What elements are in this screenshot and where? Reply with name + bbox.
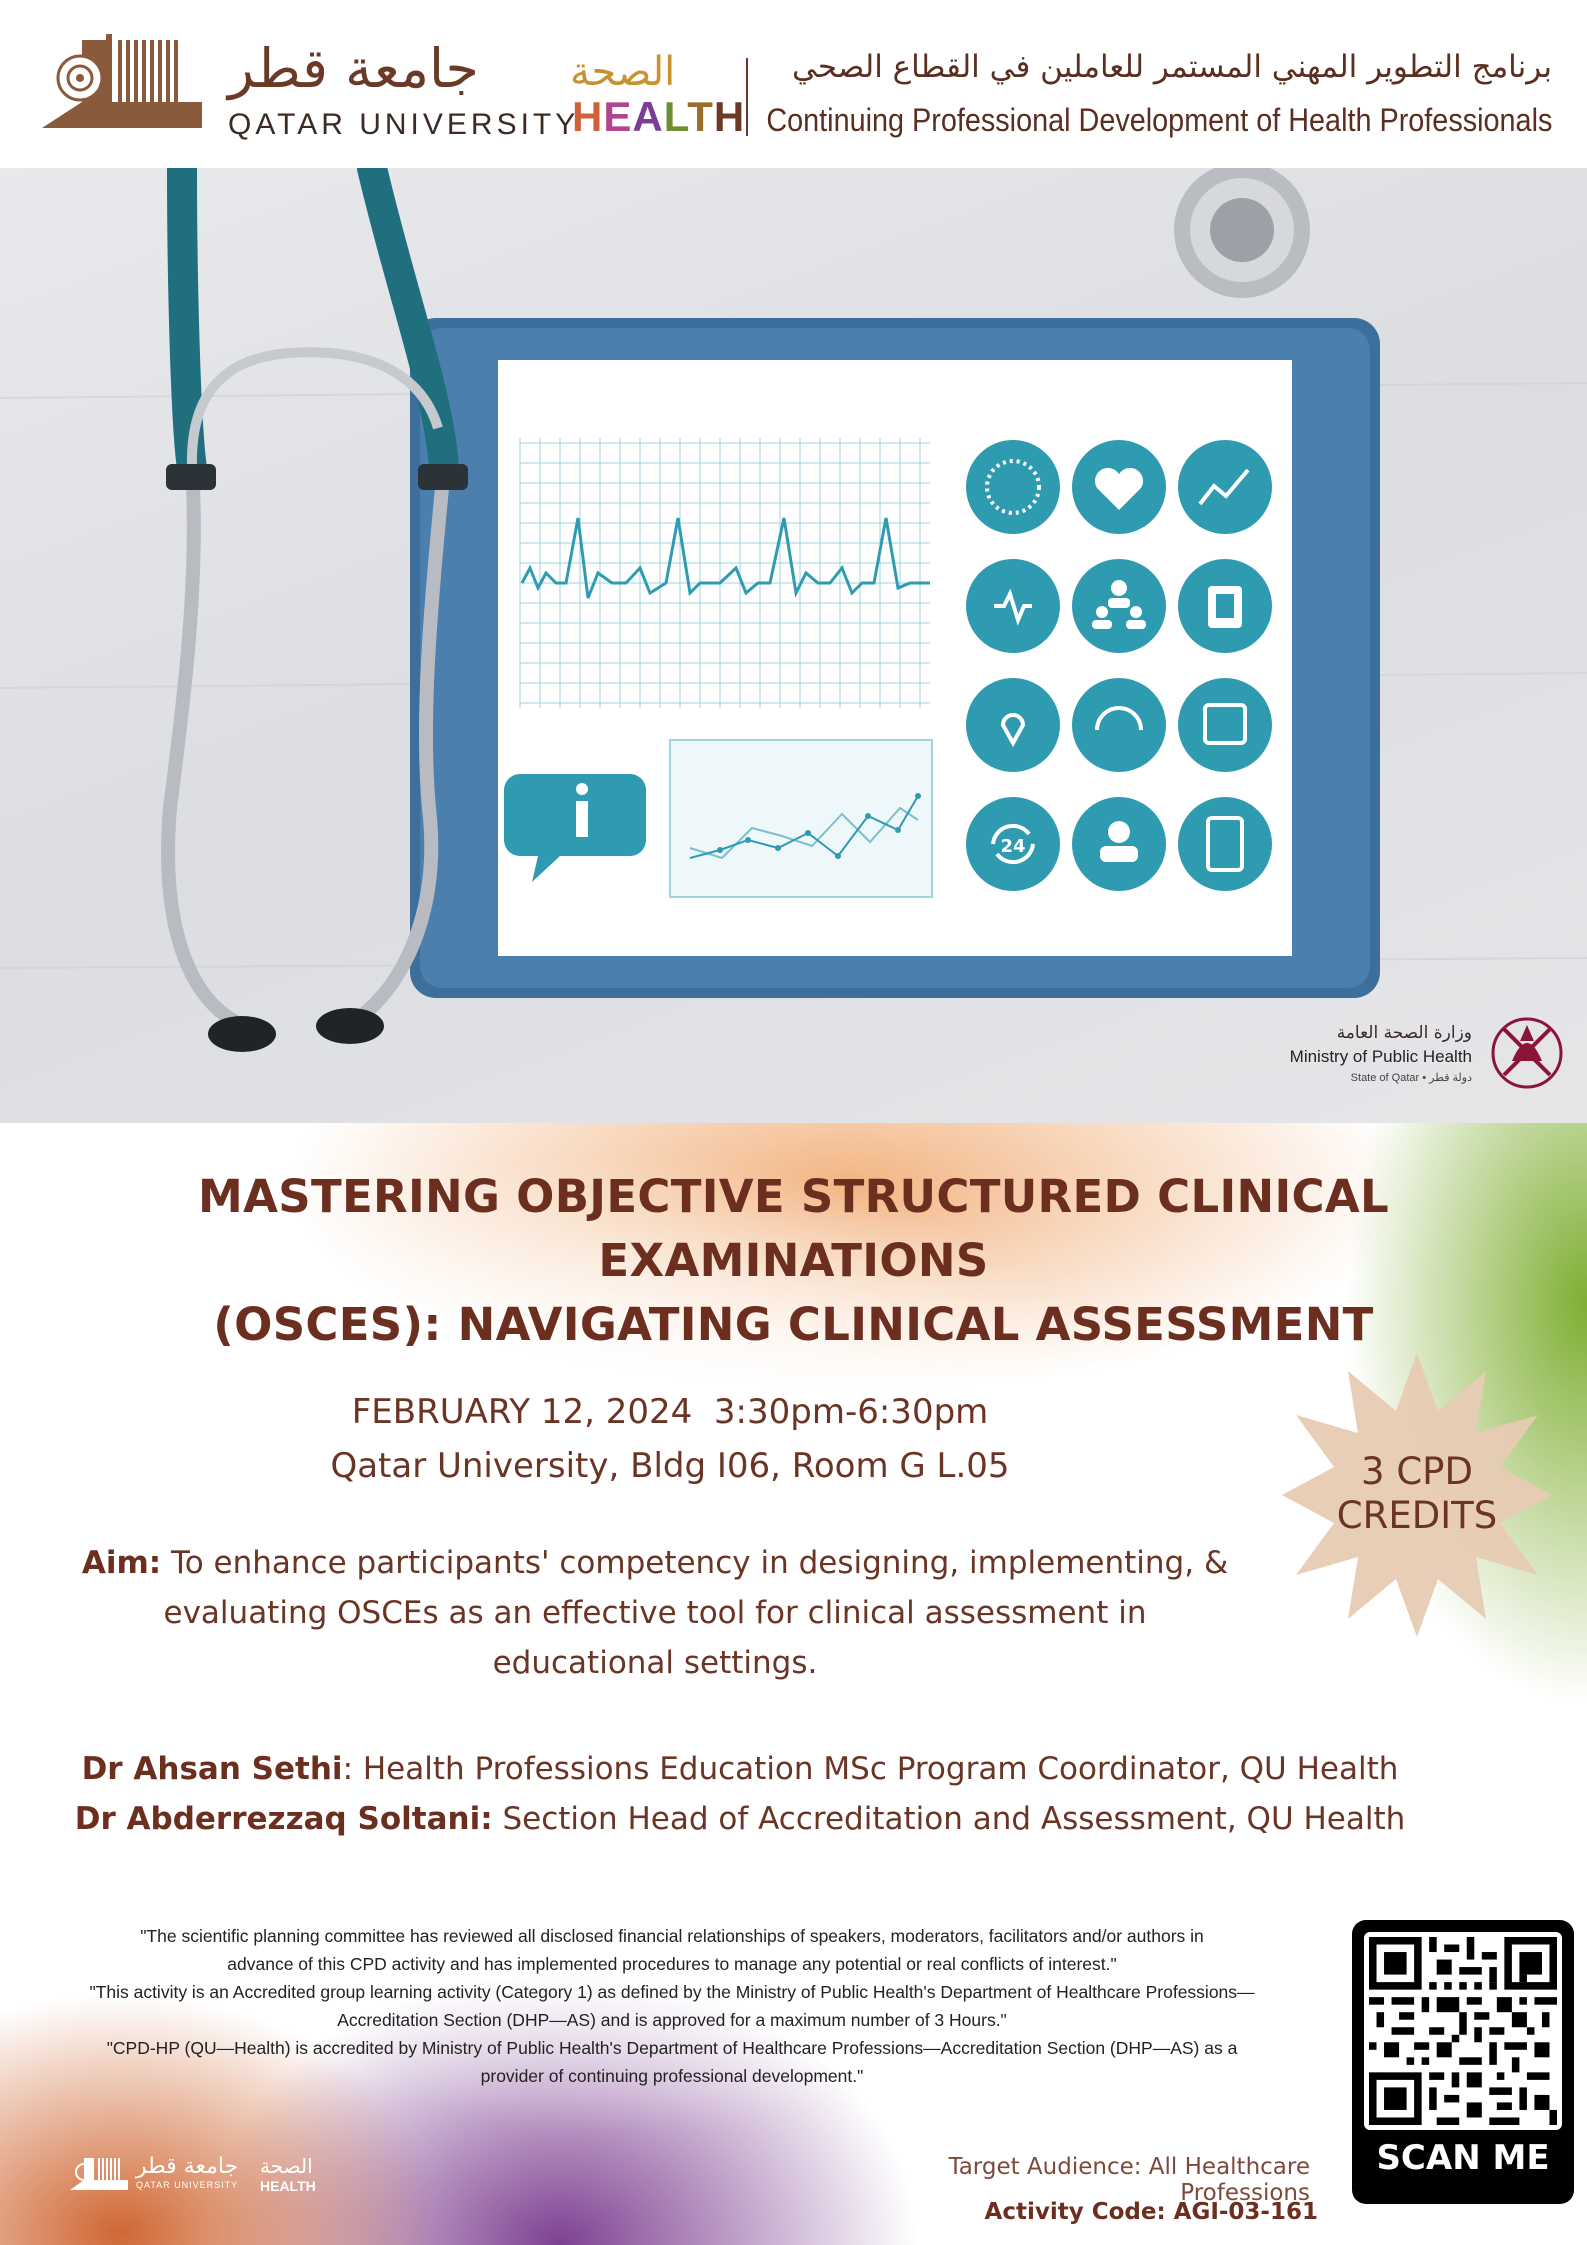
footer-logos: [70, 2154, 330, 2194]
aim-label: Aim:: [81, 1545, 162, 1581]
health-english-name: HEALTH: [572, 93, 746, 140]
qatar-university-logo: [42, 32, 202, 136]
stethoscope-tablet-illustration: [0, 168, 1587, 1123]
qatar-university-footer-logo: [70, 2154, 128, 2192]
qatar-university-english-name: QATAR UNIVERSITY: [228, 108, 580, 141]
speaker-row: [60, 1744, 1420, 1794]
qr-code-panel[interactable]: [1352, 1920, 1574, 2204]
speaker-role: Section Head of Accreditation and Assessment, QU Health: [492, 1801, 1406, 1837]
speaker-role: : Health Professions Education MSc Program Coordinator, QU Health: [342, 1751, 1399, 1787]
header: [0, 0, 1587, 168]
speakers-list: [60, 1744, 1420, 1844]
qatar-emblem-icon: [1484, 1005, 1570, 1101]
target-audience: Target Audience: All Healthcare Professions: [948, 2154, 1310, 2206]
footer-qu-english: QATAR UNIVERSITY: [136, 2180, 239, 2190]
scan-me-label: SCAN ME: [1376, 2138, 1550, 2178]
header-divider: [746, 58, 748, 136]
cpd-credits-badge: [1282, 1450, 1552, 1538]
event-date-time: FEBRUARY 12, 2024 3:30pm-6:30pm: [351, 1392, 989, 1432]
credits-line-1: 3 CPD: [1361, 1450, 1473, 1493]
ministry-state-line: State of Qatar • دولة قطر: [1350, 1072, 1472, 1084]
ministry-english-name: Ministry of Public Health: [1289, 1047, 1472, 1066]
qr-code-icon[interactable]: [1369, 1937, 1557, 2125]
event-title: [0, 1165, 1587, 1357]
disclaimer-line: "CPD-HP (QU—Health) is accredited by Ministry of Public Health's Department of Healthcare Professions—Accreditation Section (DHP—AS) as a: [106, 2038, 1238, 2058]
footer-qu-arabic: جامعة قطر: [136, 2154, 239, 2179]
hero-image: [0, 168, 1587, 1123]
footer-health-arabic: الصحة: [260, 2154, 313, 2178]
speaker-row: [60, 1794, 1420, 1844]
disclaimer-line: advance of this CPD activity and has implemented procedures to manage any potential or real conflicts of interest.": [227, 1954, 1117, 1974]
ministry-arabic-name: وزارة الصحة العامة: [1336, 1023, 1472, 1043]
cpd-program-english-title: Continuing Professional Development of Health Professionals: [765, 102, 1552, 138]
accreditation-disclaimer: [22, 1922, 1322, 2090]
disclaimer-line: Accreditation Section (DHP—AS) and is approved for a maximum number of 3 Hours.": [337, 2010, 1007, 2030]
svg-text:24: 24: [1000, 836, 1026, 857]
event-aim: [70, 1538, 1240, 1688]
event-venue: Qatar University, Bldg I06, Room G L.05: [330, 1446, 1010, 1486]
disclaimer-line: provider of continuing professional development.": [480, 2066, 864, 2086]
disclaimer-line: "This activity is an Accredited group learning activity (Category 1) as defined by the Ministry of Public Health's Department of Healthcare Professions—: [89, 1982, 1255, 2002]
speaker-name: Dr Abderrezzaq Soltani:: [74, 1801, 493, 1837]
health-arabic-name: الصحة: [570, 49, 676, 95]
ministry-of-public-health-logo: [1262, 1023, 1572, 1123]
aim-text: To enhance participants' competency in designing, implementing, & evaluating OSCEs as an effective tool for clinical assessment in educational settings.: [161, 1545, 1229, 1681]
cpd-program-arabic-title: برنامج التطوير المهني المستمر للعاملين في القطاع الصحي: [792, 49, 1552, 85]
activity-code: Activity Code: AGI-03-161: [984, 2199, 1318, 2225]
speaker-name: Dr Ahsan Sethi: [81, 1751, 343, 1787]
event-title-line-1: MASTERING OBJECTIVE STRUCTURED CLINICAL EXAMINATIONS: [198, 1170, 1389, 1287]
event-title-line-2: (OSCES): NAVIGATING CLINICAL ASSESSMENT: [213, 1298, 1374, 1351]
disclaimer-line: "The scientific planning committee has reviewed all disclosed financial relationships of speakers, moderators, facilitators and/or authors in: [140, 1926, 1204, 1946]
footer-health-english: HEALTH: [260, 2178, 316, 2194]
qatar-university-arabic-name: جامعة قطر: [228, 37, 479, 100]
credits-line-2: CREDITS: [1336, 1494, 1498, 1537]
